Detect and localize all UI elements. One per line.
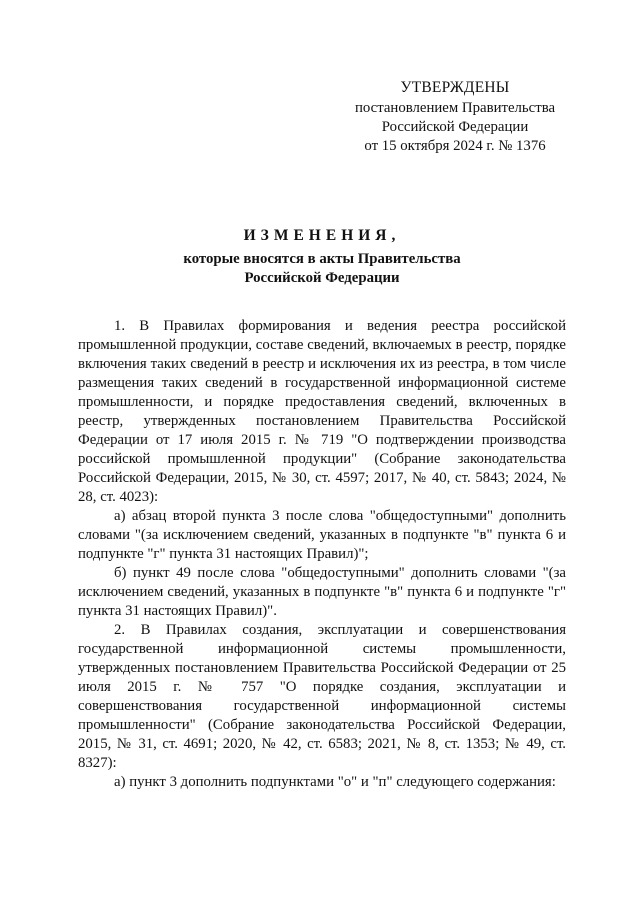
paragraph-1b: б) пункт 49 после слова "общедоступными" дополнить словами "(за исключением сведений, указанных в подпункте "в" пункта 6 и подпункте "г" пункта 31 настоящих Правил)". (78, 565, 566, 619)
approval-line-2: Российской Федерации (381, 119, 529, 135)
paragraph-1a: а) абзац второй пункта 3 после слова "общедоступными" дополнить словами "(за исключением сведений, указанных в подпункте "в" пункта 6 и подпункте "г" пункта 31 настоящих Правил)"; (78, 508, 566, 562)
document-body (78, 317, 566, 792)
paragraph-2a: а) пункт 3 дополнить подпунктами "о" и "п" следующего содержания: (114, 774, 556, 790)
document-title (78, 226, 566, 288)
approval-block (320, 78, 590, 156)
paragraph-1: 1. В Правилах формирования и ведения реестра российской промышленной продукции, составе сведений, включаемых в реестр, порядке включения таких сведений в реестр и исключения их из реестра, в том числе размещения таких сведений в государственной информационной системе промышленности, и порядке предоставления сведений, включенных в реестр, утвержденных постановлением Правительства Российской Федерации от 17 июля 2015 г. № 719 "О подтверждении производства российской промышленной продукции" (Собрание законодательства Российской Федерации, 2015, № 30, ст. 4597; 2017, № 40, ст. 5843; 2024, № 28, ст. 4023): (78, 318, 566, 505)
paragraph-2: 2. В Правилах создания, эксплуатации и совершенствования государственной информационной системы промышленности, утвержденных постановлением Правительства Российской Федерации от 25 июля 2015 г. № 757 "О порядке создания, эксплуатации и совершенствования государственной информационной системы промышленности" (Собрание законодательства Российской Федерации, 2015, № 31, ст. 4691; 2020, № 42, ст. 6583; 2021, № 8, ст. 1353; № 49, ст. 8327): (78, 622, 566, 771)
title-sub-line-2: Российской Федерации (244, 270, 400, 286)
approval-line-1: постановлением Правительства (354, 100, 556, 116)
approval-line-3: от 15 октября 2024 г. № 1376 (364, 138, 546, 154)
approval-heading: УТВЕРЖДЕНЫ (400, 79, 510, 96)
title-main: ИЗМЕНЕНИЯ, (243, 227, 401, 244)
title-sub-line-1: которые вносятся в акты Правительства (183, 251, 461, 267)
